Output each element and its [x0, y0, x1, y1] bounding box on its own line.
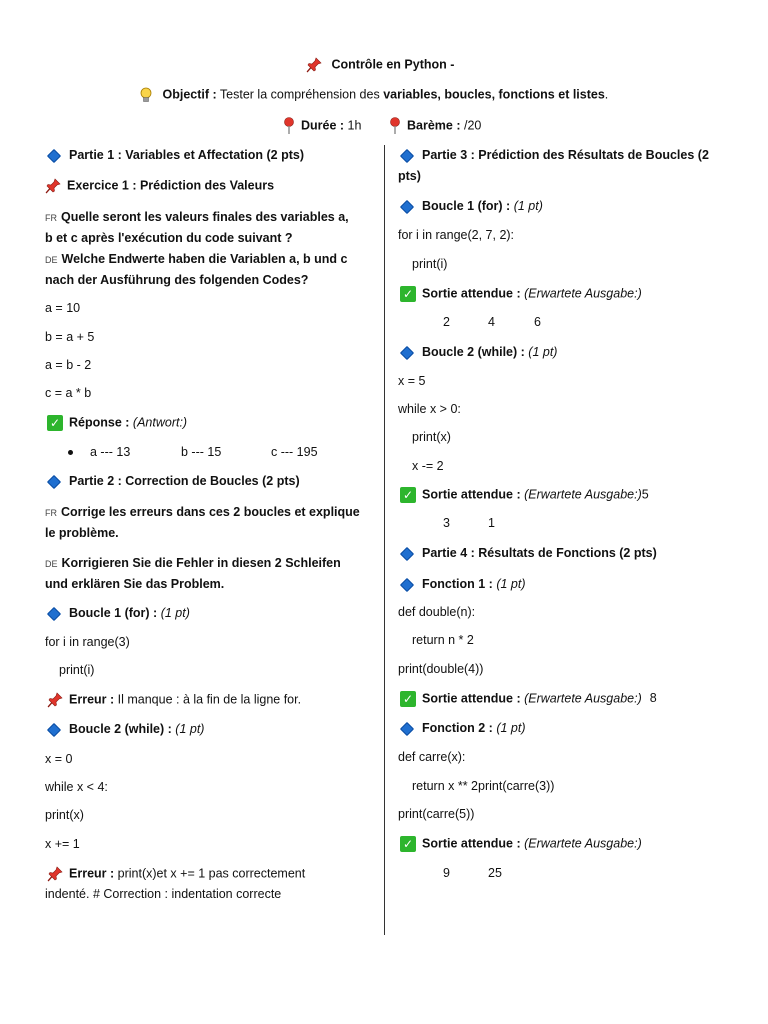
scale-value: /20 — [460, 118, 482, 133]
part1-heading: Partie 1 : Variables et Affectation (2 pts) — [45, 148, 304, 162]
code-line: b = a + 5 — [45, 330, 95, 344]
output-value: 25 — [488, 866, 502, 880]
round-pushpin-icon — [283, 117, 295, 135]
output-value: 4 — [488, 315, 495, 329]
blue-diamond-icon — [47, 723, 61, 737]
code-line: while x < 4: — [45, 780, 108, 794]
answer-b: b --- 15 — [181, 445, 222, 459]
fonction2-heading: Fonction 2 : (1 pt) — [398, 721, 526, 735]
objective-topics: variables, boucles, fonctions et listes — [383, 87, 605, 102]
code-line: x = 0 — [45, 752, 73, 766]
fr-question-line1: FR Quelle seront les valeurs finales des variables a, — [45, 210, 349, 224]
blue-diamond-icon — [47, 607, 61, 621]
part2-heading: Partie 2 : Correction de Boucles (2 pts) — [45, 474, 300, 488]
objective-end: . — [604, 87, 609, 102]
de-tag: DE — [45, 255, 58, 265]
code-line: print(double(4)) — [398, 662, 484, 676]
de2-instruction-line1: DE Korrigieren Sie die Fehler in diesen 2 Schleifen — [45, 556, 341, 570]
check-mark-icon: ✓ — [400, 286, 416, 302]
page-title: Contrôle en Python - — [331, 57, 455, 72]
code-line: print(x) — [412, 430, 451, 444]
code-line: c = a * b — [45, 386, 92, 400]
output-value: 6 — [534, 315, 541, 329]
blue-diamond-icon — [400, 200, 414, 214]
output-value: 2 — [443, 315, 450, 329]
expected-output-heading: ✓ Sortie attendue : (Erwartete Ausgabe:)5 — [400, 487, 649, 503]
r-boucle2-heading: Boucle 2 (while) : (1 pt) — [398, 345, 557, 359]
fr-tag: FR — [45, 213, 57, 223]
code-line: print(i) — [59, 663, 95, 677]
r-boucle1-heading: Boucle 1 (for) : (1 pt) — [398, 199, 543, 213]
code-line: a = 10 — [45, 301, 81, 315]
part4-heading: Partie 4 : Résultats de Fonctions (2 pts) — [398, 546, 657, 560]
code-line: def double(n): — [398, 605, 476, 619]
code-line: return x ** 2print(carre(3)) — [412, 779, 555, 793]
expected-output-heading: ✓ Sortie attendue : (Erwartete Ausgabe:) — [400, 836, 642, 852]
answer-a: a --- 13 — [90, 445, 131, 459]
code-line: a = b - 2 — [45, 358, 92, 372]
de-question-line1: DE Welche Endwerte haben die Variablen a, b und c — [45, 252, 348, 266]
duration-value: 1h — [344, 118, 362, 133]
output-value: 1 — [488, 516, 495, 530]
bullet — [68, 450, 73, 455]
objective-label: Objectif : — [162, 87, 217, 102]
check-mark-icon: ✓ — [400, 487, 416, 503]
answer-heading: ✓ Réponse : (Antwort:) — [47, 415, 187, 431]
pushpin-icon — [45, 178, 61, 194]
check-mark-icon: ✓ — [47, 415, 63, 431]
output-value: 8 — [649, 691, 657, 706]
de-question-line2: nach der Ausführung des folgenden Codes? — [45, 273, 309, 287]
blue-diamond-icon — [400, 149, 414, 163]
error2-line2: indenté. # Correction : indentation correcte — [45, 887, 282, 901]
output-value: 3 — [443, 516, 450, 530]
page-title-row — [306, 57, 454, 73]
pushpin-icon — [306, 57, 322, 73]
duration-label: Durée : — [301, 118, 345, 133]
blue-diamond-icon — [47, 475, 61, 489]
scale-label: Barème : — [407, 118, 461, 133]
code-line: for i in range(2, 7, 2): — [398, 228, 515, 242]
code-line: def carre(x): — [398, 750, 466, 764]
pushpin-icon — [47, 692, 63, 708]
pushpin-icon — [47, 866, 63, 882]
blue-diamond-icon — [400, 722, 414, 736]
part3-heading-line2: pts) — [398, 169, 421, 183]
duration-row — [283, 117, 361, 135]
column-divider — [384, 145, 385, 935]
fr2-instruction-line1: FR Corrige les erreurs dans ces 2 boucles et explique — [45, 505, 360, 519]
scale-row — [389, 117, 481, 135]
blue-diamond-icon — [400, 578, 414, 592]
code-line: print(i) — [412, 257, 448, 271]
code-line: x -= 2 — [412, 459, 444, 473]
blue-diamond-icon — [400, 547, 414, 561]
error1-row: Erreur : Il manque : à la fin de la ligne for. — [47, 692, 301, 708]
error2-row: Erreur : print(x)et x += 1 pas correctement — [47, 866, 305, 882]
objective-row — [139, 87, 608, 103]
fonction1-heading: Fonction 1 : (1 pt) — [398, 577, 526, 591]
code-line: print(carre(5)) — [398, 807, 475, 821]
boucle1-heading: Boucle 1 (for) : (1 pt) — [45, 606, 190, 620]
de2-instruction-line2: und erklären Sie das Problem. — [45, 577, 225, 591]
code-line: return n * 2 — [412, 633, 474, 647]
check-mark-icon: ✓ — [400, 836, 416, 852]
exercise1-heading: Exercice 1 : Prédiction des Valeurs — [45, 178, 274, 194]
round-pushpin-icon — [389, 117, 401, 135]
part3-heading: Partie 3 : Prédiction des Résultats de Boucles (2 — [398, 148, 709, 162]
boucle2-heading: Boucle 2 (while) : (1 pt) — [45, 722, 204, 736]
code-line: for i in range(3) — [45, 635, 130, 649]
objective-text: Tester la compréhension des — [216, 87, 384, 102]
fr-question-line2: b et c après l'exécution du code suivant ? — [45, 231, 293, 245]
output-value: 9 — [443, 866, 450, 880]
code-line: x = 5 — [398, 374, 426, 388]
check-mark-icon: ✓ — [400, 691, 416, 707]
answer-c: c --- 195 — [271, 445, 318, 459]
expected-output-heading: ✓ Sortie attendue : (Erwartete Ausgabe:) — [400, 286, 642, 302]
code-line: while x > 0: — [398, 402, 461, 416]
code-line: x += 1 — [45, 837, 80, 851]
lightbulb-icon — [139, 87, 153, 103]
code-line: print(x) — [45, 808, 84, 822]
blue-diamond-icon — [47, 149, 61, 163]
blue-diamond-icon — [400, 346, 414, 360]
expected-output-heading: ✓ Sortie attendue : (Erwartete Ausgabe:) 8 — [400, 691, 657, 707]
fr2-instruction-line2: le problème. — [45, 526, 119, 540]
